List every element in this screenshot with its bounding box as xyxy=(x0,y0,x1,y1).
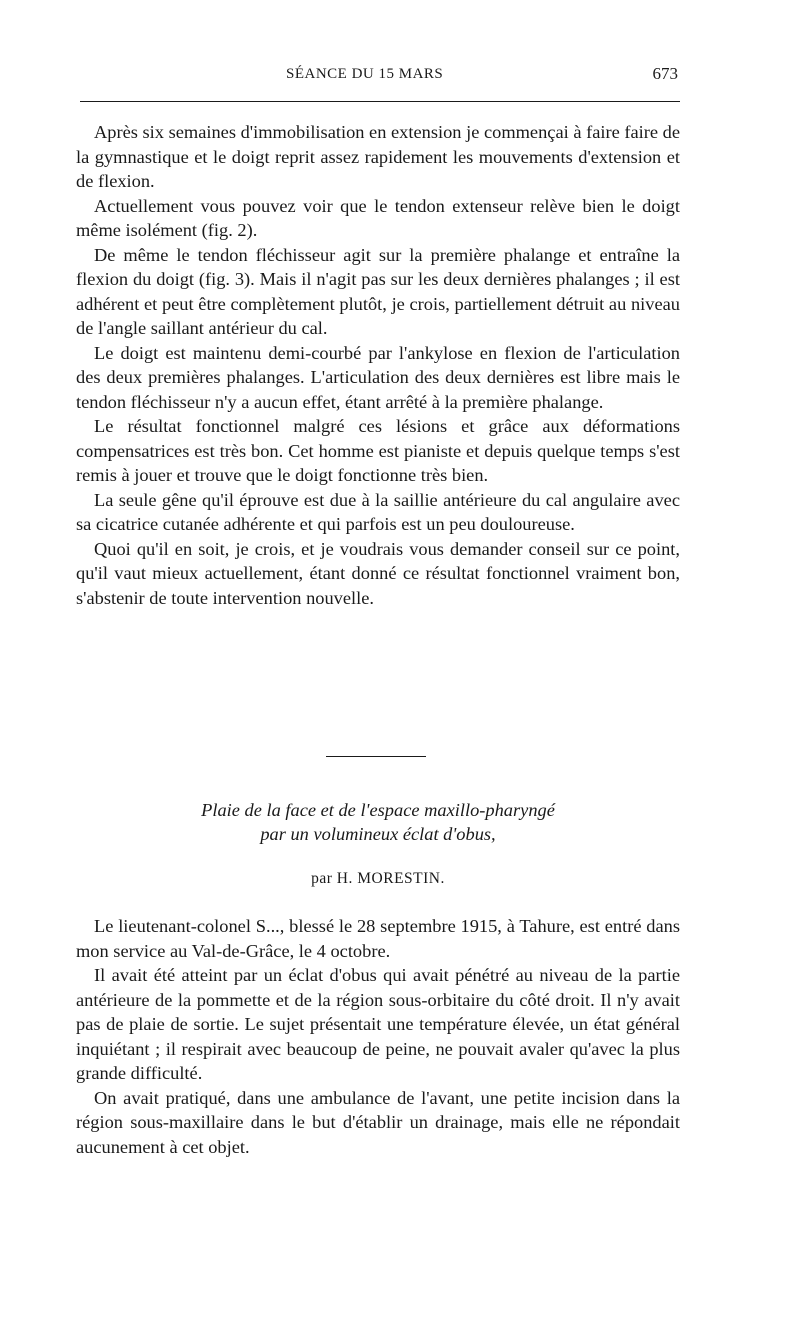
running-title: SÉANCE DU 15 MARS xyxy=(286,66,444,82)
paragraph: De même le tendon fléchisseur agit sur la première phalange et entraîne la flexion du doigt (fig. 3). Mais il n'agit pas sur les deux dernières phalanges ; il est adhérent et peut être complètement plutôt, je crois, partiellement détruit au niveau de l'angle saillant antérieur du cal. xyxy=(76,244,680,338)
article-byline: par H. MORESTIN. xyxy=(311,870,445,887)
article-title-line: par un volumineux éclat d'obus, xyxy=(260,824,496,844)
paragraph: La seule gêne qu'il éprouve est due à la saillie antérieure du cal angulaire avec sa cicatrice cutanée adhérente et qui parfois est un peu douloureuse. xyxy=(76,489,680,534)
paragraph: Après six semaines d'immobilisation en extension je commençai à faire faire de la gymnastique et le doigt reprit assez rapidement les mouvements d'extension et de flexion. xyxy=(76,122,681,191)
paragraph: Le lieutenant-colonel S..., blessé le 28 septembre 1915, à Tahure, est entré dans mon service au Val-de-Grâce, le 4 octobre. xyxy=(76,916,680,961)
journal-page xyxy=(76,0,680,1324)
page-number: 673 xyxy=(652,64,678,83)
previous-article-body xyxy=(76,120,680,610)
running-head xyxy=(76,64,680,88)
paragraph: Actuellement vous pouvez voir que le tendon extenseur relève bien le doigt même isolément (fig. 2). xyxy=(76,195,680,240)
article-title-line: Plaie de la face et de l'espace maxillo-pharyngé xyxy=(201,800,555,820)
article-body xyxy=(76,914,680,1159)
article-title xyxy=(76,798,680,846)
paragraph: Le doigt est maintenu demi-courbé par l'ankylose en flexion de l'articulation des deux premières phalanges. L'articulation des deux dernières est libre mais le tendon fléchisseur n'y a aucun effet, étant arrêté à la première phalange. xyxy=(76,342,680,412)
section-divider xyxy=(326,756,426,757)
paragraph: Quoi qu'il en soit, je crois, et je voudrais vous demander conseil sur ce point, qu'il vaut mieux actuellement, étant donné ce résultat fonctionnel vraiment bon, s'abstenir de toute intervention nouvelle. xyxy=(76,538,680,608)
paragraph: On avait pratiqué, dans une ambulance de l'avant, une petite incision dans la région sous-maxillaire dans le but d'établir un drainage, mais elle ne répondait aucunement à cet objet. xyxy=(76,1087,680,1157)
paragraph: Le résultat fonctionnel malgré ces lésions et grâce aux déformations compensatrices est très bon. Cet homme est pianiste et depuis quelque temps s'est remis à jouer et trouve que le doigt fonctionne très bien. xyxy=(76,416,680,485)
paragraph: Il avait été atteint par un éclat d'obus qui avait pénétré au niveau de la partie antérieure de la pommette et de la région sous-orbitaire du côté droit. Il n'y avait pas de plaie de sortie. Le sujet présentait une température élevée, un état général inquiétant ; il respirait avec beaucoup de peine, ne pouvait avaler qu'avec la plus grande difficulté. xyxy=(76,965,680,1083)
header-rule xyxy=(80,101,680,102)
